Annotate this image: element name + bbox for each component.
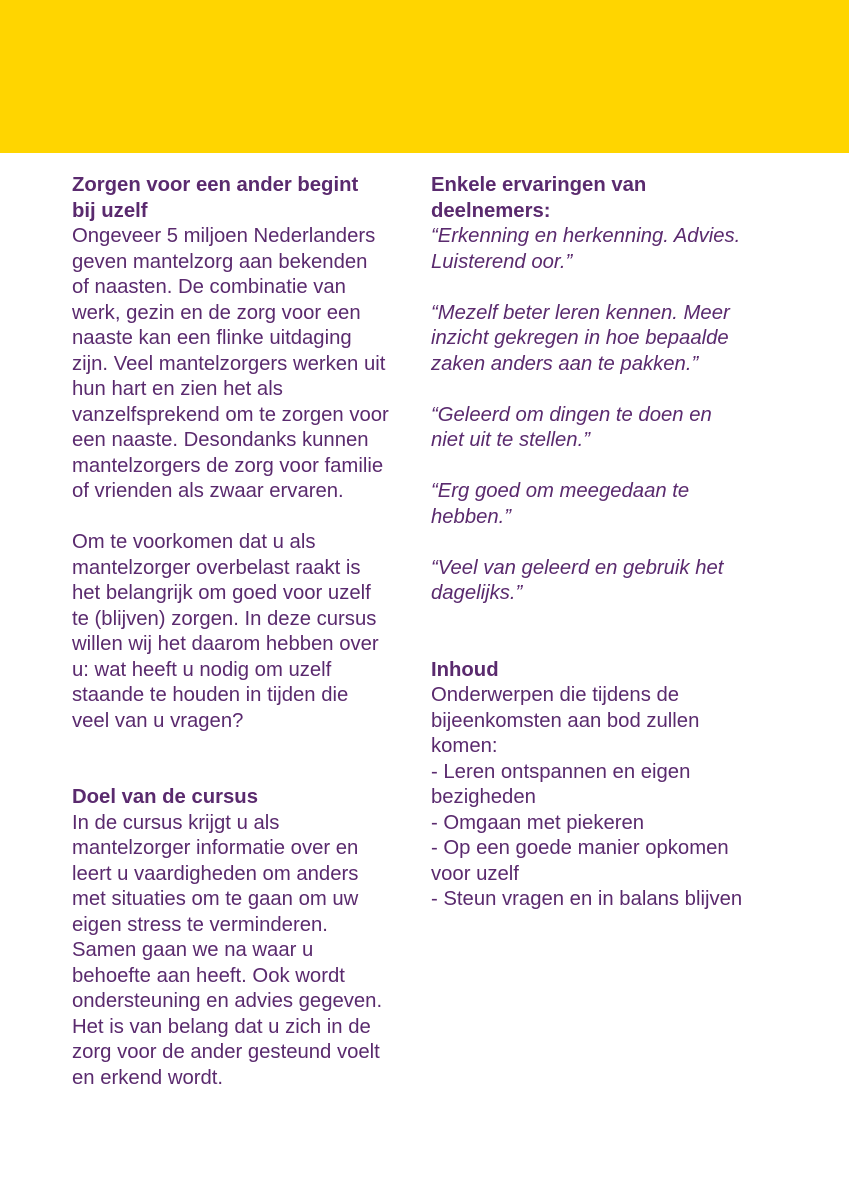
section-heading-ervaringen: Enkele ervaringen van deelnemers: — [431, 174, 647, 222]
header-band — [0, 0, 849, 153]
list-item: - Omgaan met piekeren — [431, 811, 645, 834]
list-item: - Steun vragen en in balans blijven — [431, 888, 743, 910]
quote-item: “Erg goed om meegedaan te hebben.” — [431, 480, 690, 528]
quote-item: “Geleerd om dingen te doen en niet uit te stellen.” — [431, 403, 712, 451]
quote-item: “Mezelf beter leren kennen. Meer inzicht gekregen in hoe bepaalde zaken anders aan te pakken.” — [431, 301, 730, 375]
goal-paragraph: In de cursus krijgt u als mantelzorger informatie over en leert u vaardigheden om anders met situaties om te gaan om uw eigen stress te verminderen. Samen gaan we na waar u behoefte aan heeft. Ook wordt ondersteuning en advies gegeven. Het is van belang dat u zich in de zorg voor de ander gesteund voelt en erkend wordt. — [72, 811, 383, 1089]
right-column — [431, 173, 831, 913]
list-item: - Leren ontspannen en eigen bezigheden — [431, 760, 691, 808]
overload-paragraph: Om te voorkomen dat u als mantelzorger overbelast raakt is het belangrijk om goed voor uzelf te (blijven) zorgen. In deze cursus willen wij het daarom hebben over u: wat heeft u nodig om uzelf staande te houden in tijden die veel van u vragen? — [72, 531, 379, 732]
intro-paragraph: Ongeveer 5 miljoen Nederlanders geven mantelzorg aan bekenden of naasten. De combinatie van werk, gezin en de zorg voor een naaste kan een flinke uitdaging zijn. Veel mantelzorgers werken uit hun hart en zien het als vanzelfsprekend om te zorgen voor een naaste. Desondanks kunnen mantelzorgers de zorg voor familie of vrienden als zwaar ervaren. — [72, 225, 389, 502]
topics-list — [431, 760, 831, 913]
section-heading-inhoud: Inhoud — [431, 658, 499, 681]
section-heading-zorgen: Zorgen voor een ander begint bij uzelf — [72, 174, 359, 222]
quote-item: “Veel van geleerd en gebruik het dagelijks.” — [431, 556, 724, 604]
quote-item: “Erkenning en herkenning. Advies. Luisterend oor.” — [431, 225, 741, 273]
left-column — [72, 173, 432, 1091]
list-item: - Op een goede manier opkomen voor uzelf — [431, 837, 729, 885]
section-heading-doel: Doel van de cursus — [72, 786, 258, 808]
content-intro: Onderwerpen die tijdens de bijeenkomsten aan bod zullen komen: — [431, 684, 700, 757]
